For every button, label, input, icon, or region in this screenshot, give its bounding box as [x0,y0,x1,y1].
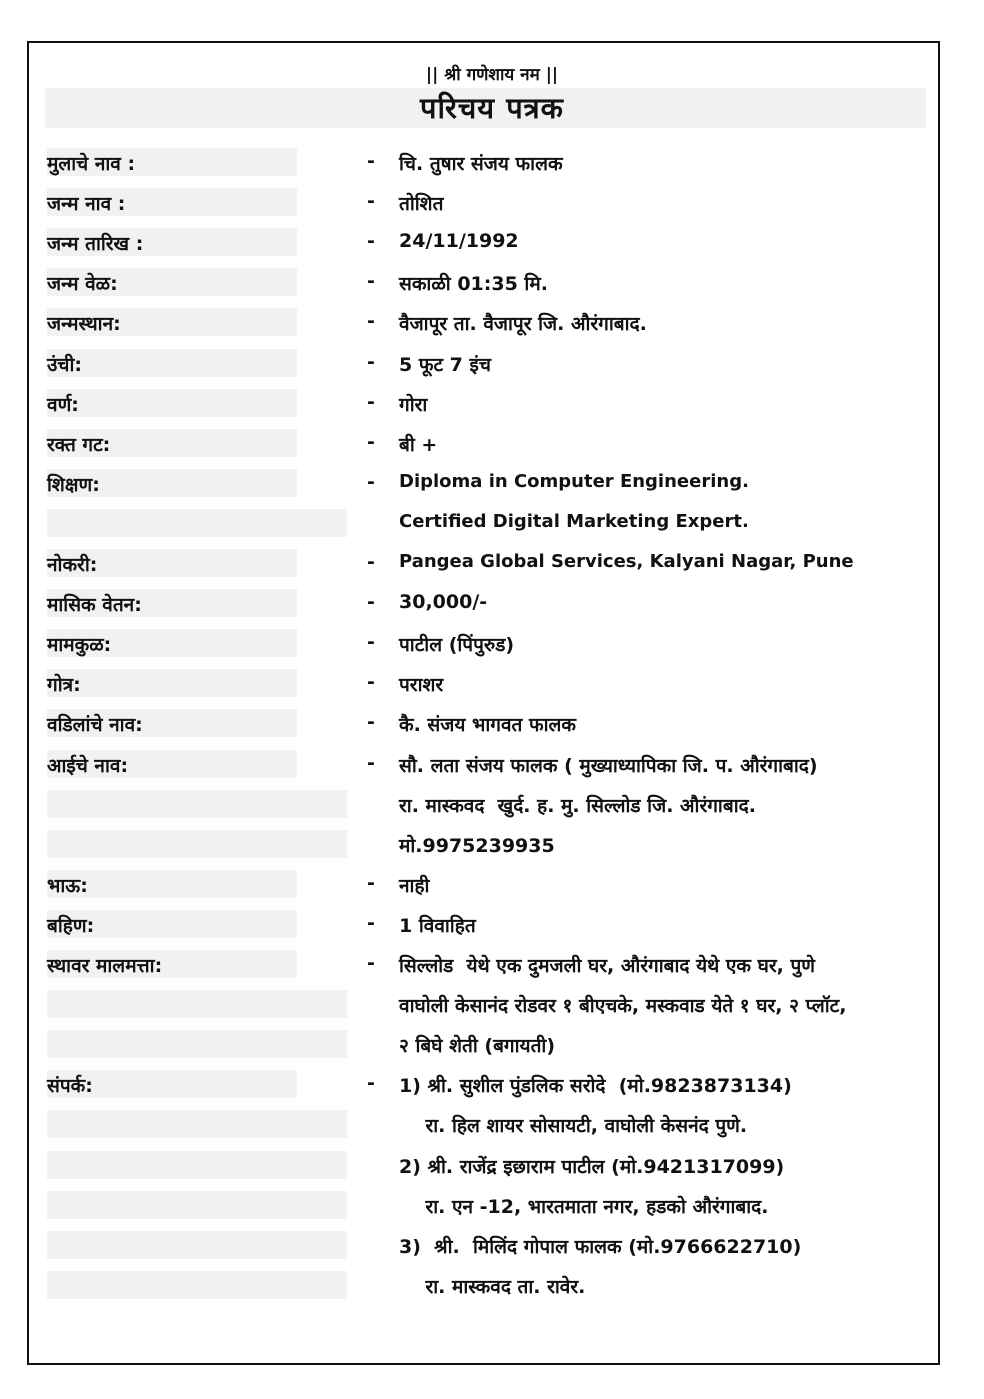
field-row-continued [47,984,927,1024]
field-value: वैजापूर ता. वैजापूर जि. औरंगाबाद. [399,313,647,336]
field-dash: - [367,150,375,172]
field-dash: - [367,871,375,894]
field-row [47,543,927,583]
field-value: 24/11/1992 [399,230,519,253]
field-label: रक्त गट: [47,433,111,456]
field-label: जन्म नाव : [47,193,126,216]
field-value: वाघोली केसानंद रोडवर १ बीएचके, मस्कवाड येते १ घर, २ प्लॉट, [399,995,847,1018]
field-value: सौ. लता संजय फालक ( मुख्याध्यापिका जि. प. औरंगाबाद) [399,754,818,777]
field-value: पराशर [399,674,444,697]
field-value: Pangea Global Services, Kalyani Nagar, Pune [399,551,854,572]
row-shade [47,1191,347,1219]
row-shade [47,790,347,818]
field-row-continued [47,784,927,824]
field-value: रा. मास्कवद खुर्द. ह. मु. सिल्लोड जि. औरंगाबाद. [399,794,756,817]
field-value: तोशित [399,193,444,216]
field-row [47,944,927,984]
field-label: मामकुळ: [47,634,112,657]
field-label: उंची: [47,353,82,376]
field-label: आईचे नाव: [47,754,129,777]
field-dash: - [367,671,375,694]
field-value: 3) श्री. मिलिंद गोपाल फालक (मो.9766622710) [399,1235,802,1258]
field-dash: - [367,952,375,974]
field-value: 5 फूट 7 इंच [399,353,491,376]
field-label: नोकरी: [47,554,98,576]
field-row [47,1064,927,1104]
field-row [47,864,927,904]
field-label: संपर्क: [47,1075,93,1098]
field-dash: - [367,551,375,573]
page-title: परिचय पत्रक [420,91,564,125]
field-label: मुलाचे नाव : [47,153,136,175]
field-label: जन्म वेळ: [47,273,118,296]
field-row [47,383,927,423]
field-row [47,663,927,703]
field-row [47,222,927,262]
field-dash: - [367,1072,375,1095]
field-row-continued [47,1145,927,1185]
field-row [47,302,927,342]
field-label: स्थावर मालमत्ता: [47,955,163,977]
field-row-continued [47,1104,927,1144]
field-row [47,343,927,383]
field-row [47,583,927,623]
field-value: सिल्लोड येथे एक दुमजली घर, औरंगाबाद येथे एक घर, पुणे [399,955,815,977]
field-row-continued [47,1225,927,1265]
field-value: 1) श्री. सुशील पुंडलिक सरोदे (मो.9823873134) [399,1075,792,1098]
field-value: मो.9975239935 [399,834,555,857]
field-label: भाऊ: [47,874,88,897]
row-shade [47,830,347,858]
field-dash: - [367,270,375,293]
field-dash: - [367,190,375,213]
field-value: रा. मास्कवद ता. रावेर. [399,1275,586,1298]
field-dash: - [367,711,375,734]
row-shade [47,1231,347,1259]
field-dash: - [367,470,375,493]
field-label: वर्ण: [47,393,79,416]
row-shade [47,1030,347,1058]
row-shade [47,509,347,537]
field-row-continued [47,503,927,543]
field-value: २ बिघे शेती (बगायती) [399,1035,555,1058]
row-shade [47,1271,347,1299]
field-value: नाही [399,874,430,897]
field-value: गोरा [399,393,428,416]
field-dash: - [367,310,375,333]
field-row [47,904,927,944]
field-value: चि. तुषार संजय फालक [399,153,563,175]
field-row-continued [47,824,927,864]
field-label: मासिक वेतन: [47,594,142,617]
field-value: Certified Digital Marketing Expert. [399,510,749,532]
label-shade [47,669,297,697]
field-label: वडिलांचे नाव: [47,714,143,737]
field-value: रा. हिल शायर सोसायटी, वाघोली केसनंद पुणे. [399,1115,748,1138]
field-value: सकाळी 01:35 मि. [399,273,548,296]
invocation-line: || श्री गणेशाय नम || [425,65,559,85]
field-row [47,182,927,222]
row-shade [47,1110,347,1138]
field-value: 2) श्री. राजेंद्र इछाराम पाटील (मो.9421317099) [399,1155,785,1178]
field-dash: - [367,911,375,934]
field-dash: - [367,230,375,253]
field-label: बहिण: [47,914,95,937]
field-row-continued [47,1265,927,1305]
field-value: बी + [399,433,438,456]
field-row [47,423,927,463]
field-dash: - [367,350,375,373]
field-row [47,463,927,503]
field-value: रा. एन -12, भारतमाता नगर, हडको औरंगाबाद. [399,1195,769,1218]
field-row-continued [47,1185,927,1225]
label-shade [47,349,297,377]
field-value: 1 विवाहित [399,914,476,937]
row-shade [47,1151,347,1179]
field-dash: - [367,591,375,614]
field-value: कै. संजय भागवत फालक [399,714,577,737]
field-dash: - [367,430,375,453]
field-value: 30,000/- [399,591,488,614]
field-row [47,142,927,182]
label-shade [47,389,297,417]
field-dash: - [367,751,375,774]
field-label: जन्म तारिख : [47,233,144,256]
field-value: Diploma in Computer Engineering. [399,470,749,492]
row-shade [47,990,347,1018]
field-row [47,262,927,302]
field-dash: - [367,631,375,654]
field-row [47,703,927,743]
field-row [47,744,927,784]
field-row [47,623,927,663]
field-row-continued [47,1024,927,1064]
field-dash: - [367,390,375,413]
field-label: शिक्षण: [47,473,100,496]
field-label: जन्मस्थान: [47,313,121,336]
field-value: पाटील (पिंपुरुड) [399,634,515,657]
field-label: गोत्र: [47,674,81,697]
